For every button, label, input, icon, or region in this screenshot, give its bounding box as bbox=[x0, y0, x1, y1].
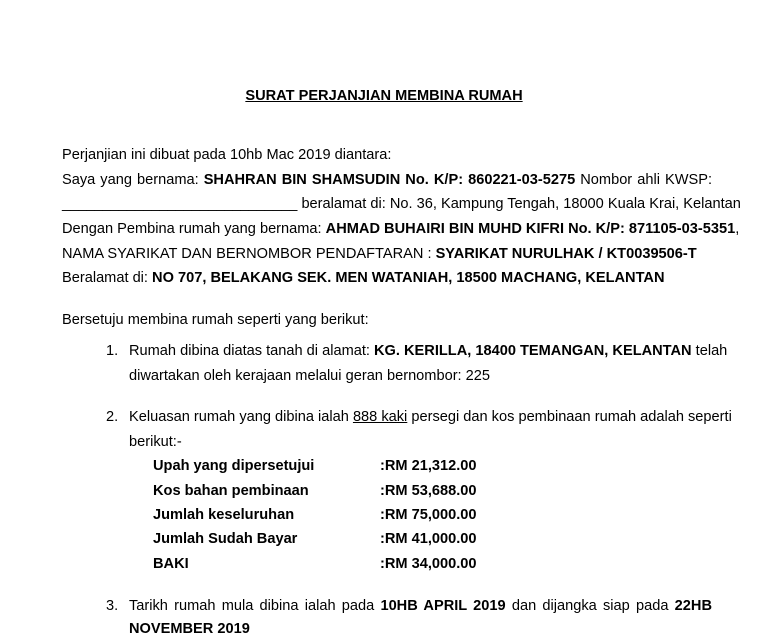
item3-end-date-part2: NOVEMBER 2019 bbox=[129, 621, 250, 637]
item2-number: 2. bbox=[106, 409, 119, 425]
cost-value: :RM 75,000.00 bbox=[380, 507, 477, 523]
intro-line: Perjanjian ini dibuat pada 10hb Mac 2019 diantara: bbox=[62, 147, 392, 163]
item2-lead: Keluasan rumah yang dibina ialah bbox=[129, 409, 349, 425]
party1-kwsp-label: Nombor ahli KWSP: bbox=[580, 172, 713, 188]
cost-value: :RM 53,688.00 bbox=[380, 483, 477, 499]
party2-address: NO 707, BELAKANG SEK. MEN WATANIAH, 18500 MACHANG, KELANTAN bbox=[152, 270, 665, 286]
company-line bbox=[62, 246, 712, 262]
item1-tail: telah bbox=[695, 343, 728, 359]
cost-label: Kos bahan pembinaan bbox=[153, 483, 309, 499]
item1-lead: Rumah dibina diatas tanah di alamat: bbox=[129, 343, 370, 359]
party2-line bbox=[62, 221, 740, 237]
party1-lead: Saya yang bernama: bbox=[62, 172, 199, 188]
cost-label: Jumlah keseluruhan bbox=[153, 507, 295, 523]
item2-area: 888 kaki bbox=[352, 409, 408, 425]
item3-line1 bbox=[129, 598, 712, 614]
party1-address-line bbox=[62, 196, 741, 212]
party2-address-line bbox=[62, 270, 712, 286]
document-title: SURAT PERJANJIAN MEMBINA RUMAH bbox=[245, 88, 523, 104]
cost-value: :RM 21,312.00 bbox=[380, 458, 477, 474]
party1-address: beralamat di: No. 36, Kampung Tengah, 18000 Kuala Krai, Kelantan bbox=[301, 196, 741, 212]
item1-location: KG. KERILLA, 18400 TEMANGAN, KELANTAN bbox=[374, 343, 692, 359]
company-label: NAMA SYARIKAT DAN BERNOMBOR PENDAFTARAN : bbox=[62, 246, 432, 262]
party2-address-label: Beralamat di: bbox=[62, 270, 148, 286]
cost-label: BAKI bbox=[153, 556, 189, 572]
party2-comma: , bbox=[735, 221, 740, 237]
item3-mid: dan dijangka siap pada bbox=[511, 598, 669, 614]
cost-value: :RM 41,000.00 bbox=[380, 531, 477, 547]
party1-name: SHAHRAN BIN SHAMSUDIN No. K/P: 860221-03-5275 bbox=[203, 172, 576, 188]
item3-number: 3. bbox=[106, 598, 119, 614]
kwsp-blank: _____________________________ bbox=[62, 196, 298, 212]
item2-tail: persegi dan kos pembinaan rumah adalah seperti bbox=[411, 409, 732, 425]
item2-line2: berikut:- bbox=[129, 434, 182, 450]
company-name: SYARIKAT NURULHAK / KT0039506-T bbox=[435, 246, 697, 262]
item1-line1 bbox=[129, 343, 728, 359]
item1-number: 1. bbox=[106, 343, 119, 359]
item3-lead: Tarikh rumah mula dibina ialah pada bbox=[129, 598, 375, 614]
item3-start-date: 10HB APRIL 2019 bbox=[380, 598, 506, 614]
party1-line bbox=[62, 172, 712, 188]
party2-lead: Dengan Pembina rumah yang bernama: bbox=[62, 221, 322, 237]
agree-line: Bersetuju membina rumah seperti yang berikut: bbox=[62, 312, 369, 328]
item3-end-date-part1: 22HB bbox=[674, 598, 712, 614]
party2-name: AHMAD BUHAIRI BIN MUHD KIFRI No. K/P: 871105-03-5351 bbox=[325, 221, 736, 237]
item1-line2: diwartakan oleh kerajaan melalui geran bernombor: 225 bbox=[129, 368, 491, 384]
cost-label: Upah yang dipersetujui bbox=[153, 458, 315, 474]
cost-label: Jumlah Sudah Bayar bbox=[153, 531, 298, 547]
cost-value: :RM 34,000.00 bbox=[380, 556, 477, 572]
item2-line1 bbox=[129, 409, 732, 425]
